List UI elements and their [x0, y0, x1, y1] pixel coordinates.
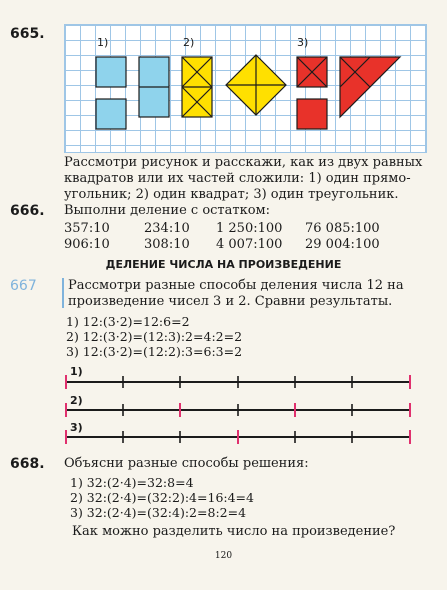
expression-2: 2) 12:(3·2)=(12:3):2=4:2=2	[66, 329, 243, 344]
expression-2: 2) 32:(2·4)=(32:2):4=16:4=4	[70, 490, 254, 505]
exercise-668-question: Как можно разделить число на произведение?	[72, 524, 396, 539]
figure-label-1: 1)	[97, 36, 109, 49]
exercise-668-number: 668.	[10, 456, 45, 472]
exercise-667-text	[68, 278, 404, 310]
division-item: 76 085:100	[305, 221, 380, 236]
segment-diagram-1	[60, 372, 420, 402]
division-item: 906:10	[64, 237, 110, 252]
text-line: произведение чисел 3 и 2. Сравни результаты.	[68, 294, 393, 309]
figure-label-3: 3)	[297, 36, 309, 49]
division-item: 4 007:100	[216, 237, 283, 252]
figure-shapes	[0, 0, 447, 160]
exercise-667-marker	[62, 278, 64, 308]
text-line: квадратов или их частей сложили: 1) один прямо-	[64, 171, 411, 186]
exercise-666-title: Выполни деление с остатком:	[64, 203, 271, 218]
exercise-666-number: 666.	[10, 203, 45, 219]
division-item: 308:10	[144, 237, 190, 252]
exercise-668-title: Объясни разные способы решения:	[64, 456, 309, 471]
segment-label-2: 2)	[70, 394, 83, 407]
text-line: угольник; 2) один квадрат; 3) один треугольник.	[64, 187, 399, 202]
segment-diagram-3	[60, 427, 420, 457]
figure-label-2: 2)	[183, 36, 195, 49]
division-item: 1 250:100	[216, 221, 283, 236]
blue-square	[96, 57, 126, 87]
expression-3: 3) 12:(3·2)=(12:2):3=6:3=2	[66, 344, 243, 359]
expression-1: 1) 32:(2·4)=32:8=4	[70, 475, 194, 490]
exercise-667-number: 667	[10, 278, 37, 294]
exercise-665-number: 665.	[10, 26, 45, 42]
exercise-665-text	[64, 155, 422, 203]
division-item: 357:10	[64, 221, 110, 236]
division-item: 234:10	[144, 221, 190, 236]
section-heading: ДЕЛЕНИЕ ЧИСЛА НА ПРОИЗВЕДЕНИЕ	[105, 258, 342, 271]
expression-1: 1) 12:(3·2)=12:6=2	[66, 314, 190, 329]
segment-label-3: 3)	[70, 421, 83, 434]
text-line: Рассмотри рисунок и расскажи, как из двух равных	[64, 155, 423, 170]
segment-label-1: 1)	[70, 365, 83, 378]
expression-3: 3) 32:(2·4)=(32:4):2=8:2=4	[70, 505, 247, 520]
red-square	[297, 99, 327, 129]
division-item: 29 004:100	[305, 237, 380, 252]
segment-diagram-2	[60, 400, 420, 430]
text-line: Рассмотри разные способы деления числа 12 на	[68, 278, 404, 293]
page-number: 120	[214, 551, 233, 561]
blue-square	[96, 99, 126, 129]
